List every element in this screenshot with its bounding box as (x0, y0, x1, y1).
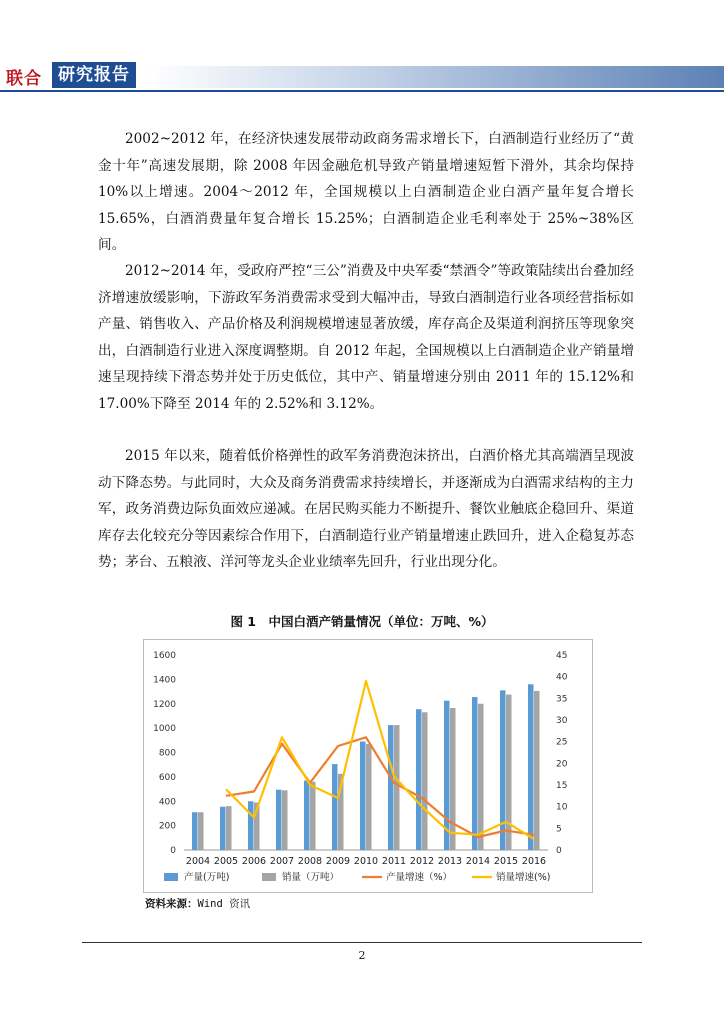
x-tick-label: 2010 (353, 856, 379, 867)
x-tick-label: 2015 (493, 856, 519, 867)
y-left-tick-label: 1200 (153, 699, 176, 710)
x-tick-label: 2007 (269, 856, 295, 867)
legend-label: 销量增速(%) (496, 872, 551, 883)
y-right-tick-label: 30 (556, 716, 568, 726)
bar-production (500, 690, 506, 850)
bar-sales (198, 812, 204, 850)
y-left-tick-label: 200 (158, 821, 176, 832)
y-right-tick-label: 15 (556, 781, 568, 791)
chart-container (143, 639, 593, 893)
header-rule (0, 90, 724, 92)
y-left-tick-label: 1400 (153, 675, 176, 686)
bar-sales (366, 744, 372, 850)
y-right-tick-label: 35 (556, 694, 568, 705)
x-tick-label: 2005 (213, 856, 239, 867)
production-sales-chart (144, 640, 592, 892)
page-number: 2 (358, 949, 366, 962)
bar-sales (506, 695, 512, 850)
report-label: 研究报告 (52, 62, 136, 88)
bar-sales (394, 725, 400, 850)
figure-title: 图 1 中国白酒产销量情况（单位：万吨、%） (230, 614, 494, 629)
x-tick-label: 2012 (409, 856, 435, 867)
brand-name: 联合 (6, 69, 42, 89)
x-tick-label: 2009 (325, 856, 351, 867)
y-left-tick-label: 600 (158, 772, 176, 783)
legend-label: 销量（万吨） (282, 872, 340, 883)
source-label: 资料来源： (145, 898, 198, 910)
legend-label: 产量增速（%） (386, 872, 453, 883)
x-tick-label: 2013 (437, 856, 463, 867)
paragraph-3: 2015 年以来，随着低价格弹性的政军务消费泡沫挤出，白酒价格尤其高端酒呈现波动下降态势。与此同时，大众及商务消费需求持续增长，并逐渐成为白酒需求结构的主力军，政务消费边际负面效应递减。在居民购买能力不断提升、餐饮业触底企稳回升、渠道库存去化较充分等因素综合作用下，白酒制造行业产销量增速止跌回升，进入企稳复苏态势；茅台、五粮液、洋河等龙头企业业绩率先回升，行业出现分化。 (98, 448, 634, 570)
bar-production (416, 709, 422, 850)
bar-production (388, 725, 394, 850)
y-right-tick-label: 5 (556, 824, 562, 835)
bar-sales (534, 691, 540, 850)
paragraph-1: 2002~2012 年，在经济快速发展带动政商务需求增长下，白酒制造行业经历了“黄金十年”高速发展期，除 2008 年因金融危机导致产销量增速短暂下滑外，其余均保持 10%以上增速。2004～2012 年，全国规模以上白酒制造企业白酒产量年复合增长 15.65%，白酒消费量年复合增长 15.25%；白酒制造企业毛利率处于 25%~38%区间。 (98, 131, 634, 253)
y-right-tick-label: 10 (556, 802, 568, 813)
bar-production (472, 697, 478, 850)
y-left-tick-label: 0 (170, 846, 176, 856)
bar-production (248, 801, 254, 850)
x-tick-label: 2016 (521, 856, 547, 867)
report-header (0, 62, 724, 92)
y-right-tick-label: 20 (556, 759, 568, 770)
footer-rule (82, 942, 642, 943)
bar-production (192, 812, 198, 850)
header-gradient-bar (148, 66, 724, 88)
y-left-tick-label: 1600 (153, 651, 176, 661)
line-production-growth (226, 737, 534, 837)
y-right-tick-label: 40 (556, 672, 568, 683)
y-left-tick-label: 800 (158, 748, 176, 759)
x-tick-label: 2008 (297, 856, 323, 867)
bar-production (332, 764, 338, 850)
paragraph-2: 2012~2014 年，受政府严控“三公”消费及中央军委“禁酒令”等政策陆续出台叠加经济增速放缓影响，下游政军务消费需求受到大幅冲击，导致白酒制造行业各项经营指标如产量、销售收入、产品价格及利润规模增速显著放缓，库存高企及渠道利润挤压等现象突出，白酒制造行业进入深度调整期。自 2012 年起，全国规模以上白酒制造企业产销量增速呈现持续下滑态势并处于历史低位，其中产、销量增速分别由 2011 年的 15.12%和 17.00%下降至 2014 年的 2.52%和 3.12%。 (98, 263, 634, 412)
y-right-tick-label: 25 (556, 737, 568, 748)
bar-sales (226, 806, 232, 850)
bar-sales (310, 782, 316, 850)
x-tick-label: 2004 (185, 856, 211, 867)
bar-production (360, 742, 366, 850)
legend-label: 产量(万吨) (184, 872, 230, 883)
bar-production (304, 781, 310, 850)
source-text: Wind 资讯 (197, 898, 251, 910)
legend-swatch (164, 873, 178, 881)
x-tick-label: 2011 (381, 856, 407, 867)
bar-sales (450, 708, 456, 850)
bar-sales (282, 790, 288, 850)
y-right-tick-label: 45 (556, 651, 568, 661)
figure-source (145, 896, 250, 911)
bar-production (220, 807, 226, 850)
y-right-tick-label: 0 (556, 846, 562, 856)
bar-sales (422, 712, 428, 850)
x-tick-label: 2006 (241, 856, 267, 867)
y-left-tick-label: 1000 (153, 724, 176, 735)
x-tick-label: 2014 (465, 856, 491, 867)
bar-sales (478, 704, 484, 850)
bar-production (528, 684, 534, 850)
bar-production (276, 790, 282, 850)
y-left-tick-label: 400 (158, 797, 176, 808)
legend-swatch (262, 873, 276, 881)
